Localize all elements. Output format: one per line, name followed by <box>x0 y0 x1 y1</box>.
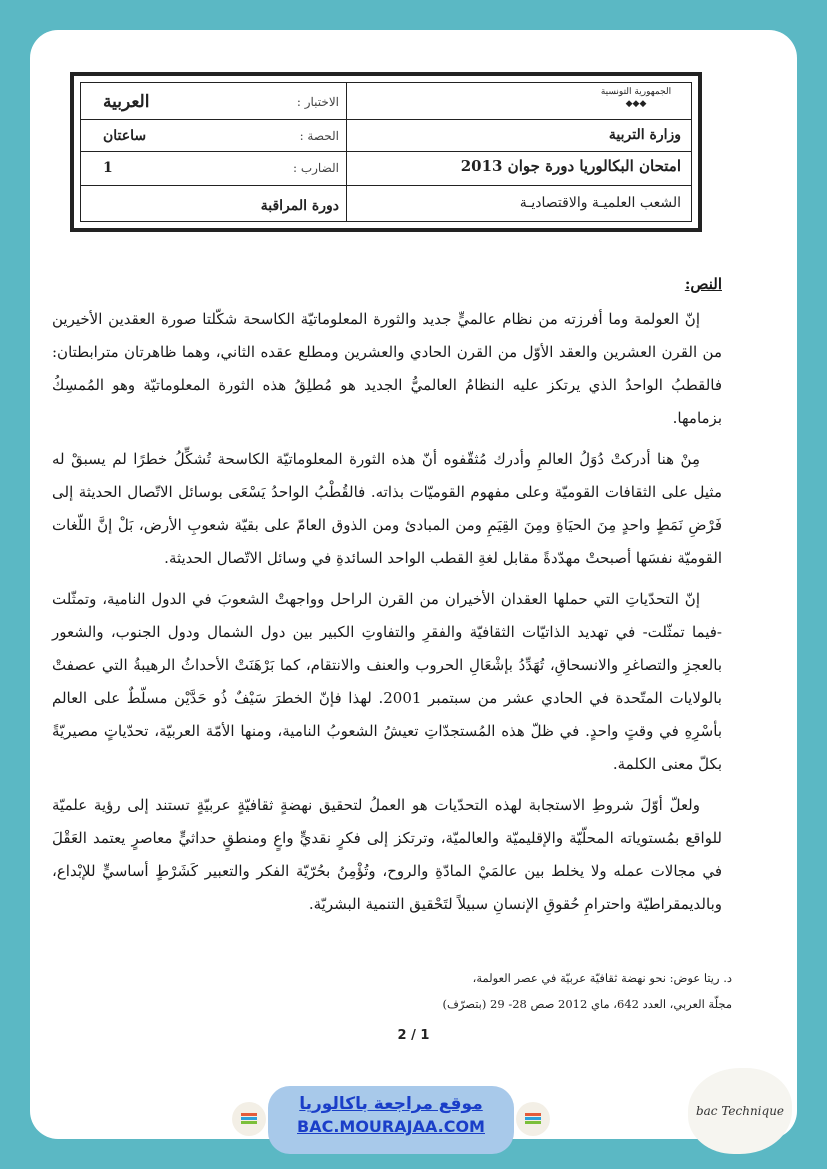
bac-technique-badge: bac Technique <box>688 1068 792 1154</box>
right-logo-icon <box>516 1102 550 1136</box>
text-title: النص: <box>684 275 722 293</box>
site-banner[interactable] <box>268 1086 514 1154</box>
seal-mark: ◆◆◆ <box>625 99 647 109</box>
ministry-label: وزارة التربية <box>608 127 681 143</box>
page-number: 2 / 1 <box>397 1028 430 1043</box>
duration-label: الحصة : <box>299 129 339 143</box>
site-name-arabic[interactable]: موقع مراجعة باكالوريا <box>299 1094 483 1114</box>
subject-value: العربية <box>103 92 150 112</box>
exam-header-box <box>70 72 702 232</box>
paragraph: إنّ العولمة وما أفرزته من نظام عالميٍّ جديد والثورة المعلوماتيّة الكاسحة شكّلتا صورة العقدين الأخيرين من القرن العشرين والعقد الأوّل من القرن الحادي والعشرين ومطلع عقده الثاني، وهما ظاهرتان مترابطتان: فالقطبُ الواحدُ الذي يرتكز عليه النظامُ العالميُّ الجديد هو مُطلِقُ هذه الثورة المعلوماتيّة وهو المُمسِكُ بزمامها. <box>52 310 722 427</box>
paragraph: إنّ التحدّياتِ التي حملها العقدان الأخيران من القرن الراحل وواجهتْ الشعوبَ في الدول النامية، وتمثّلت -فيما تمثّلت- في تهديد الذاتيّات الثقافيّة والفقرِ والتفاوتِ الكبير بين دول الشمال ودول الجنوب، والشعور بالعجزِ والتصاغرِ والانسحاقِ، تُهَدِّدُ بإشْعَالِ الحروب والعنف والانتقام، كما بَرْهَنَتْ الأحداثُ الرهيبةُ التي عصفتْ بالولايات المتّحدة في الحادي عشر من سبتمبر 2001. لهذا فإنّ الخطرَ سَيْفٌ ذُو حَدَّيْن مسلّطٌ على العالم بأسْرِهِ في وقتٍ واحدٍ. في ظلّ هذه المُستجدّاتِ تعيشُ الشعوبُ النامية، ومنها الأمّة العربيّة، تحدّياتٍ مصيريّةً بكلّ معنى الكلمة. <box>52 590 722 773</box>
source-citation <box>442 965 732 1017</box>
coef-value: 1 <box>103 160 113 176</box>
paragraph: ولعلّ أوّلَ شروطِ الاستجابة لهذه التحدّيات هو العملُ لتحقيق نهضةٍ ثقافيّةٍ عربيّةٍ تستند إلى رؤية علميّة للواقع بمُستوياته المحلّيّة والإقليميّة والعالميّة، وترتكز إلى فكرٍ نقديٍّ واعٍ ومنطقٍ حداثيٍّ معاصرٍ يعتمد العَقْلَ في مجالات عمله ولا يخلط بين عالمَيْ المادّةِ والروح، وتُؤْمِنُ بحُرّيّة الفكر والتعبير كَشَرْطٍ أساسيٍّ للإبْداع، وبالديمقراطيّة واحترامِ حُقوقِ الإنسانِ سبيلاً لتَحْقيق التنمية البشريّة. <box>52 796 722 913</box>
exam-title: امتحان البكالوريا دورة جوان 2013 <box>460 157 681 175</box>
session-label: دورة المراقبة <box>260 198 339 214</box>
site-url-link[interactable]: BAC.MOURAJAA.COM <box>297 1117 485 1136</box>
subject-label: الاختبار : <box>296 95 339 109</box>
coef-label: الضارب : <box>292 161 339 175</box>
source-line-1: د. ريتا عوض: نحو نهضة ثقافيّة عربيّة في عصر العولمة، <box>472 971 732 985</box>
left-logo-icon <box>232 1102 266 1136</box>
duration-value: ساعتان <box>103 128 147 144</box>
exam-text <box>52 268 722 929</box>
republic-label: الجمهورية التونسية <box>600 87 672 97</box>
source-line-2: مجلّة العربي، العدد 642، ماي 2012 صص 28- 29 (بتصرّف) <box>442 997 732 1011</box>
paragraph: مِنْ هنا أدركتْ دُوَلُ العالمِ وأدرك مُثقّفوه أنّ هذه الثورة المعلوماتيّة الكاسحة تُشكِّلُ خطرًا لم يسبقْ له مثيل على الثقافات القوميّة وعلى مفهوم القوميّات بذاته. فالقُطْبُ الواحدُ يَسْعَى بوسائل الاتّصال الحديثة إلى فَرْضِ نَمَطٍ واحدٍ مِنَ الحيَاةِ ومِنَ القِيَمِ ومن المبادئ ومن الذوق العامّ على بقيّة شعوبِ الأرض، بَلْ إنَّ اللّغات القوميّة نفسَها أصبحتْ مهدّدةً مقابل لغةِ القطب الواحد السائدةِ في وسائل الاتّصال الحديثة. <box>52 450 722 567</box>
branches-label: الشعب العلميـة والاقتصاديـة <box>519 195 681 211</box>
